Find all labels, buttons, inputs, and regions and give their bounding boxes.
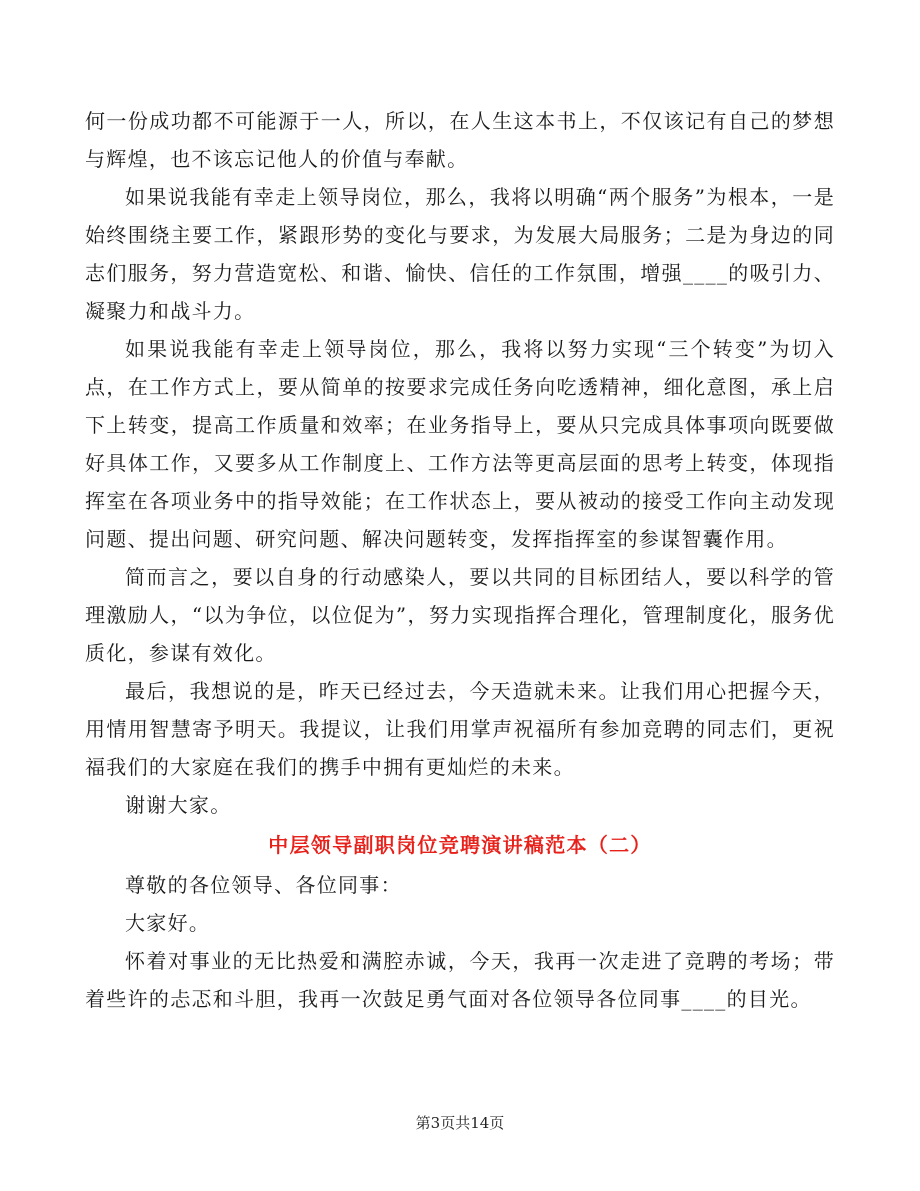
paragraph-summary: 简而言之，要以自身的行动感染人，要以共同的目标团结人，要以科学的管理激励人，“以为争位，以位促为”，努力实现指挥合理化，管理制度化，服务优质化，参谋有效化。 [85,565,835,665]
paragraph-closing: 最后，我想说的是，昨天已经过去，今天造就未来。让我们用心把握今天，用情用智慧寄予明天。我提议，让我们用掌声祝福所有参加竞聘的同志们，更祝福我们的大家庭在我们的携手中拥有更灿烂的未来。 [85,679,835,779]
section-heading: 中层领导副职岗位竞聘演讲稿范本（二） [268,833,652,857]
paragraph-two-services: 如果说我能有幸走上领导岗位，那么，我将以明确“两个服务”为根本，一是始终围绕主要工作，紧跟形势的变化与要求，为发展大局服务；二是为身边的同志们服务，努力营造宽松、和谐、愉快、信任的工作氛围，增强____的吸引力、凝聚力和战斗力。 [85,185,835,323]
paragraph-greeting: 大家好。 [125,911,211,935]
document-body [85,102,835,1018]
paragraph-continuation: 何一份成功都不可能源于一人，所以，在人生这本书上，不仅该记有自己的梦想与辉煌，也不该忘记他人的价值与奉献。 [85,109,835,171]
paragraph-salutation: 尊敬的各位领导、各位同事： [125,873,402,897]
page-number: 第3页共14页 [415,1114,505,1132]
paragraph-thanks: 谢谢大家。 [125,793,232,817]
paragraph-opening: 怀着对事业的无比热爱和满腔赤诚，今天，我再一次走进了竞聘的考场；带着些许的忐忑和斗胆，我再一次鼓足勇气面对各位领导各位同事____的目光。 [85,949,835,1011]
paragraph-three-changes: 如果说我能有幸走上领导岗位，那么，我将以努力实现“三个转变”为切入点，在工作方式上，要从简单的按要求完成任务向吃透精神，细化意图，承上启下上转变，提高工作质量和效率；在业务指导上，要从只完成具体事项向既要做好具体工作，又要多从工作制度上、工作方法等更高层面的思考上转变，体现指挥室在各项业务中的指导效能；在工作状态上，要从被动的接受工作向主动发现问题、提出问题、研究问题、解决问题转变，发挥指挥室的参谋智囊作用。 [85,337,835,551]
